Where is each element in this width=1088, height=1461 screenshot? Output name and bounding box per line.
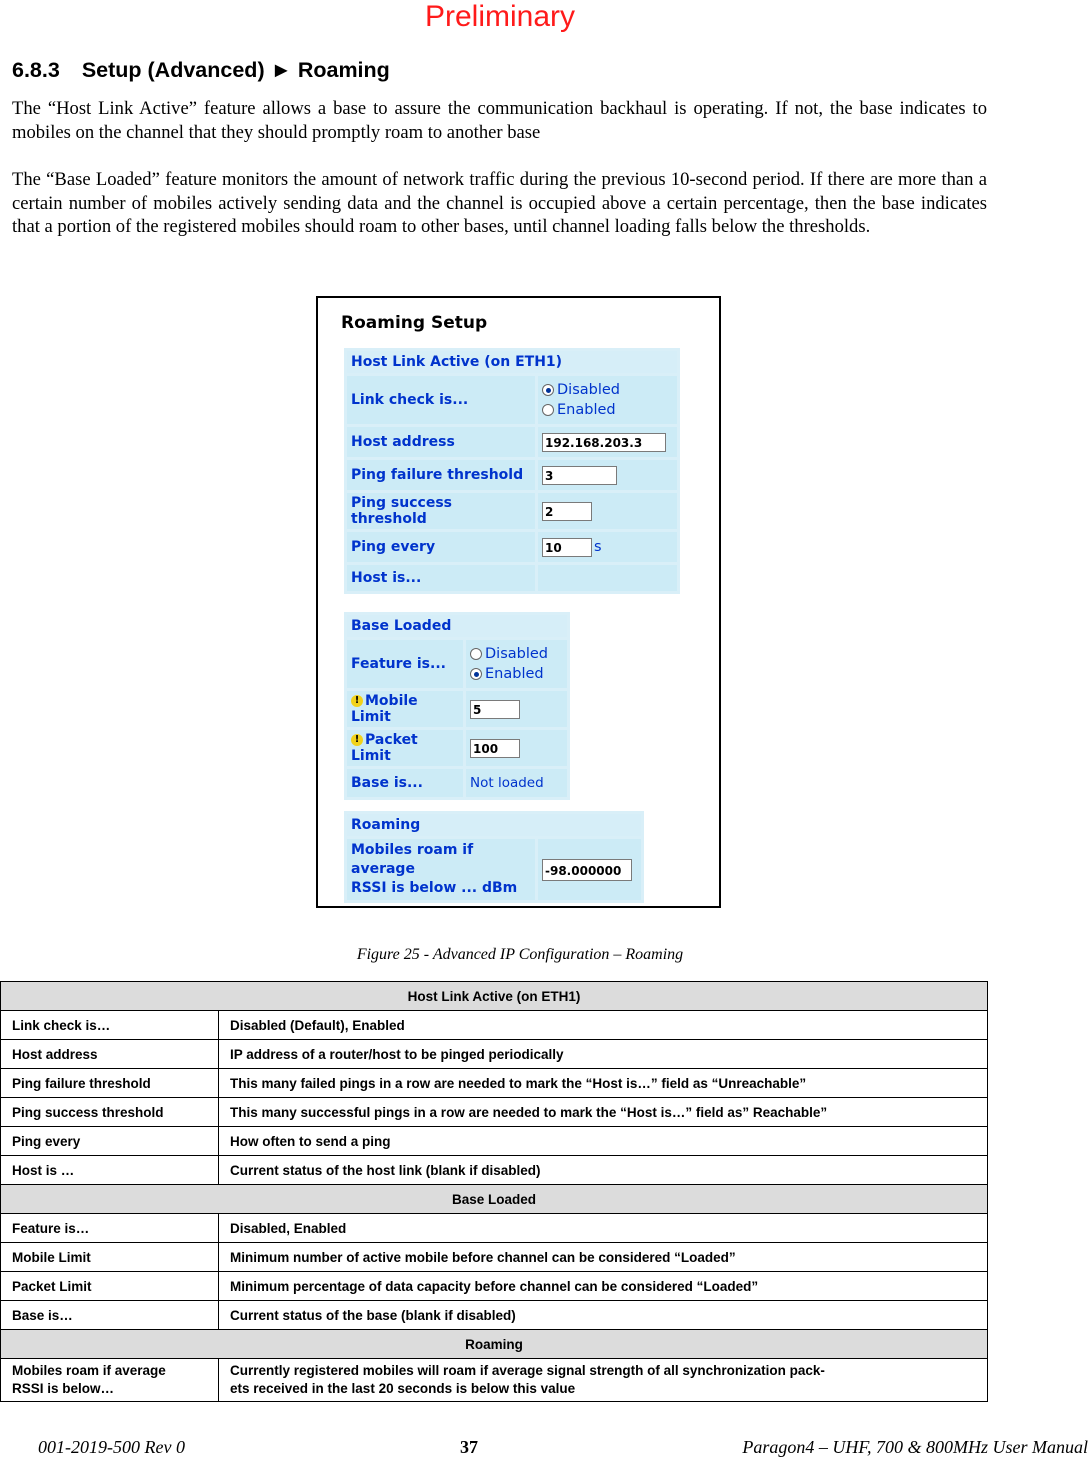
radio-label: Disabled	[485, 646, 548, 662]
param-desc: This many failed pings in a row are needed to mark the “Host is…” field as “Unreachable”	[219, 1069, 988, 1098]
ping-success-input[interactable]: 2	[542, 502, 592, 521]
feature-disabled-radio[interactable]	[470, 644, 563, 664]
table-row	[1, 1214, 988, 1243]
host-is-label: Host is...	[347, 565, 535, 591]
radio-label: Enabled	[485, 666, 544, 682]
section-row-base-loaded: Base Loaded	[1, 1185, 988, 1214]
doc-number: 001-2019-500 Rev 0	[38, 1437, 185, 1457]
roaming-setup-screenshot	[316, 296, 721, 908]
section-number: 6.8.3	[12, 58, 60, 82]
param-desc: Minimum percentage of data capacity before channel can be considered “Loaded”	[219, 1272, 988, 1301]
link-check-disabled-radio[interactable]	[542, 380, 673, 400]
host-is-value	[538, 565, 677, 591]
param-desc: Disabled (Default), Enabled	[219, 1011, 988, 1040]
figure-caption: Figure 25 - Advanced IP Configuration – Roaming	[356, 946, 684, 963]
mobile-limit-label-cell	[347, 691, 463, 727]
param-desc: This many successful pings in a row are needed to mark the “Host is…” field as” Reachable”	[219, 1098, 988, 1127]
table-row	[1, 1156, 988, 1185]
param-name: Ping every	[1, 1127, 219, 1156]
rssi-label-line-1: Mobiles roam if average	[351, 842, 474, 877]
param-name-line: Mobiles roam if average	[12, 1363, 166, 1378]
param-name	[1, 1359, 219, 1402]
param-desc: Current status of the host link (blank if disabled)	[219, 1156, 988, 1185]
rssi-label	[347, 839, 535, 900]
radio-selected-icon	[542, 384, 554, 396]
warning-icon: !	[351, 695, 363, 707]
table-row	[1, 1040, 988, 1069]
table-row	[1, 1098, 988, 1127]
param-desc: Current status of the base (blank if disabled)	[219, 1301, 988, 1330]
param-name: Link check is…	[1, 1011, 219, 1040]
base-is-value: Not loaded	[466, 769, 567, 797]
mobile-limit-label: Mobile Limit	[351, 693, 418, 725]
param-desc-line: ets received in the last 20 seconds is below this value	[230, 1381, 576, 1396]
ping-every-label: Ping every	[347, 532, 535, 562]
param-desc: Disabled, Enabled	[219, 1214, 988, 1243]
packet-limit-input[interactable]: 100	[470, 739, 520, 758]
table-row	[1, 1359, 988, 1402]
param-name: Base is…	[1, 1301, 219, 1330]
param-name: Packet Limit	[1, 1272, 219, 1301]
param-desc: Minimum number of active mobile before channel can be considered “Loaded”	[219, 1243, 988, 1272]
base-loaded-header: Base Loaded	[347, 615, 567, 637]
roaming-panel	[344, 811, 644, 903]
radio-label: Enabled	[557, 402, 616, 418]
radio-selected-icon	[470, 668, 482, 680]
param-name: Host is …	[1, 1156, 219, 1185]
parameter-table	[0, 981, 988, 1402]
manual-title: Paragon4 – UHF, 700 & 800MHz User Manual	[742, 1437, 1088, 1457]
table-row	[1, 1127, 988, 1156]
param-desc-line: Currently registered mobiles will roam if average signal strength of all synchronization pack-	[230, 1363, 825, 1378]
roaming-header: Roaming	[347, 814, 641, 836]
host-address-label: Host address	[347, 427, 535, 457]
section-title: Setup (Advanced) ► Roaming	[81, 58, 390, 82]
radio-label: Disabled	[557, 382, 620, 398]
section-row-host-link: Host Link Active (on ETH1)	[1, 982, 988, 1011]
section-row-roaming: Roaming	[1, 1330, 988, 1359]
table-row	[1, 1011, 988, 1040]
param-desc	[219, 1359, 988, 1402]
param-name: Feature is…	[1, 1214, 219, 1243]
radio-unselected-icon	[542, 404, 554, 416]
table-row	[1, 1069, 988, 1098]
ping-success-label: Ping success threshold	[347, 493, 535, 529]
warning-icon: !	[351, 734, 363, 746]
rssi-input[interactable]: -98.000000	[542, 859, 632, 881]
preliminary-watermark: Preliminary	[424, 0, 576, 33]
base-is-label: Base is...	[347, 769, 463, 797]
param-desc: How often to send a ping	[219, 1127, 988, 1156]
packet-limit-label: Packet Limit	[351, 732, 418, 764]
roaming-setup-title: Roaming Setup	[341, 313, 488, 333]
packet-limit-label-cell	[347, 730, 463, 766]
table-row	[1, 1301, 988, 1330]
param-desc: IP address of a router/host to be pinged periodically	[219, 1040, 988, 1069]
page-number: 37	[460, 1437, 478, 1457]
feature-is-label: Feature is...	[347, 640, 463, 688]
section-heading	[12, 58, 390, 83]
ping-failure-input[interactable]: 3	[542, 466, 617, 485]
link-check-options	[538, 376, 677, 424]
host-link-header: Host Link Active (on ETH1)	[347, 351, 677, 373]
link-check-label: Link check is...	[347, 376, 535, 424]
link-check-enabled-radio[interactable]	[542, 400, 673, 420]
param-name: Ping success threshold	[1, 1098, 219, 1127]
feature-is-options	[466, 640, 567, 688]
rssi-label-line-2: RSSI is below ... dBm	[351, 880, 518, 896]
param-name: Host address	[1, 1040, 219, 1069]
paragraph-host-link: The “Host Link Active” feature allows a base to assure the communication backhaul is operating. If not, the base indicates to mobiles on the channel that they should promptly roam to another base	[12, 98, 987, 143]
param-name: Ping failure threshold	[1, 1069, 219, 1098]
table-row	[1, 1243, 988, 1272]
param-name: Mobile Limit	[1, 1243, 219, 1272]
host-link-panel	[344, 348, 680, 594]
ping-every-input[interactable]: 10	[542, 538, 592, 557]
paragraph-base-loaded: The “Base Loaded” feature monitors the amount of network traffic during the previous 10-second period. If there are more than a certain number of mobiles actively sending data and the channel is occupied above a certain percentage, then the base indicates that a portion of the registered mobiles should roam to other bases, until channel loading falls below the thresholds.	[12, 169, 987, 237]
param-name-line: RSSI is below…	[12, 1381, 115, 1396]
ping-every-unit: s	[594, 539, 602, 555]
ping-failure-label: Ping failure threshold	[347, 460, 535, 490]
feature-enabled-radio[interactable]	[470, 664, 563, 684]
radio-unselected-icon	[470, 648, 482, 660]
base-loaded-panel	[344, 612, 570, 800]
mobile-limit-input[interactable]: 5	[470, 700, 520, 719]
table-row	[1, 1272, 988, 1301]
host-address-input[interactable]: 192.168.203.3	[542, 433, 666, 452]
